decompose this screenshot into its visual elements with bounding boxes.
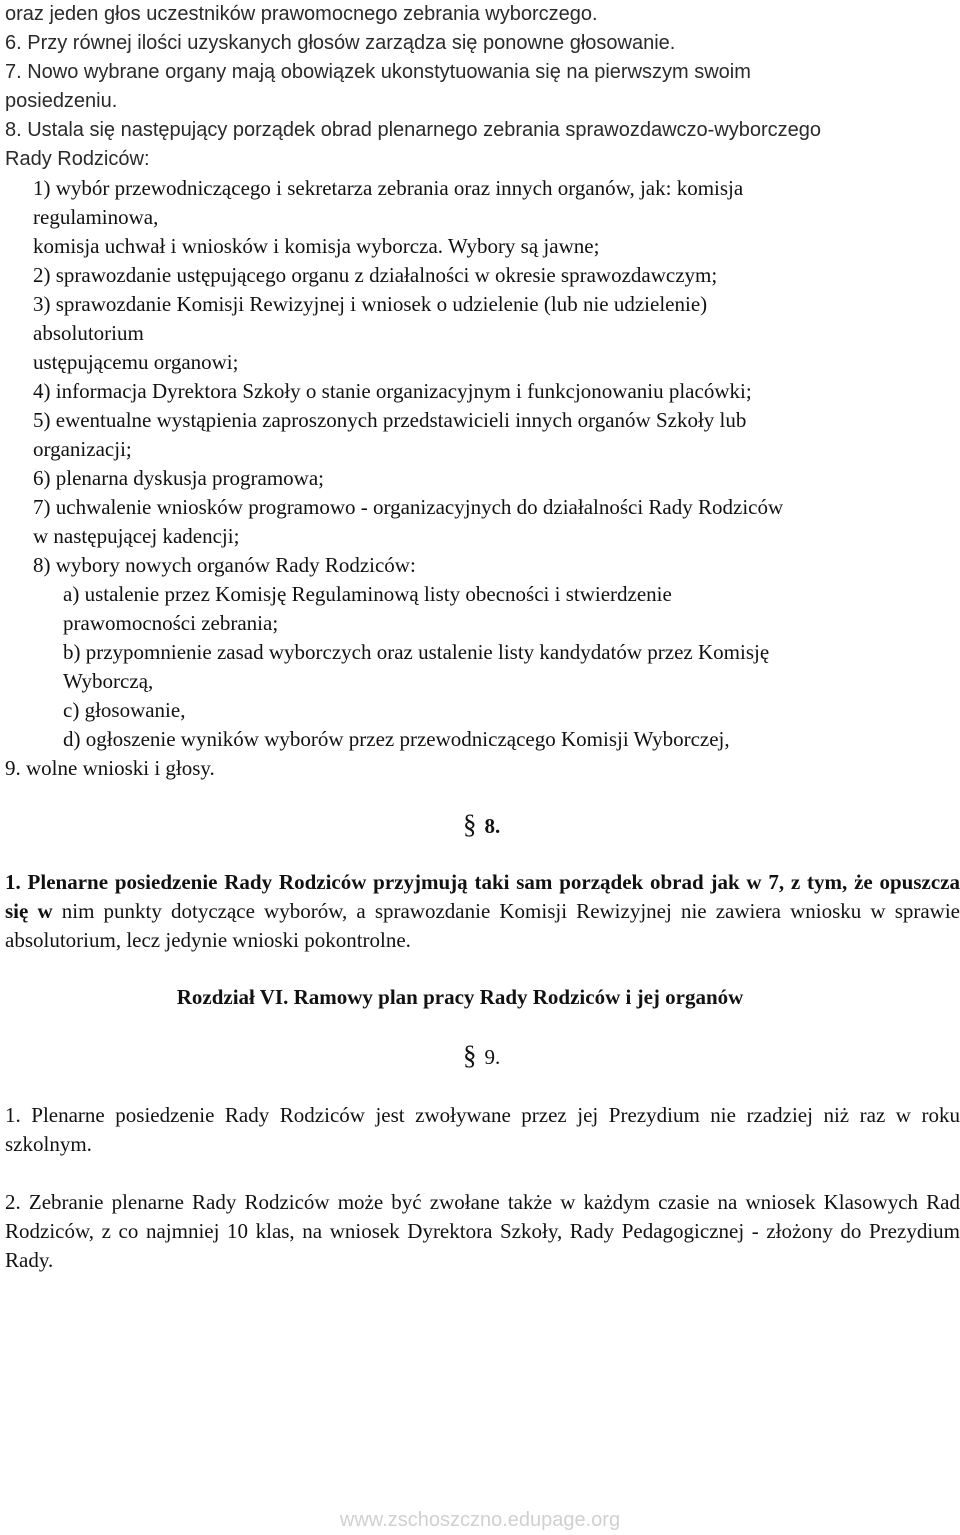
section-9-paragraph-2: 2. Zebranie plenarne Rady Rodziców może być zwołane także w każdym czasie na wniosek Klasowych Rad Rodziców, z co najmniej 10 klas, na wniosek Dyrektora Szkoły, Rady Pedagogicznej - złożony do Prezydium Rady. <box>5 1190 960 1272</box>
agenda-item: 7) uchwalenie wniosków programowo - organizacyjnych do działalności Rady Rodziców <box>33 495 784 519</box>
section-9-heading <box>463 1041 500 1072</box>
agenda-subitem: Wyborczą, <box>63 669 154 693</box>
section-8-paragraph-bold: 1. Plenarne posiedzenie Rady Rodziców przyjmują taki sam porządek obrad jak w 7, z tym, że opuszcza się w <box>5 870 960 923</box>
intro-line: oraz jeden głos uczestników prawomocnego zebrania wyborczego. <box>5 3 598 25</box>
agenda-item: ustępującemu organowi; <box>33 350 239 374</box>
agenda-item: 2) sprawozdanie ustępującego organu z działalności w okresie sprawozdawczym; <box>33 263 718 287</box>
agenda-subitem: b) przypomnienie zasad wyborczych oraz ustalenie listy kandydatów przez Komisję <box>63 640 770 664</box>
footer-url: www.zschoszczno.edupage.org <box>339 1509 621 1531</box>
section-8-paragraph-rest: nim punkty dotyczące wyborów, a sprawozdanie Komisji Rewizyjnej nie zawiera wniosku w sprawie absolutorium, lecz jedynie wnioski pokontrolne. <box>5 899 960 952</box>
agenda-item-last: 9. wolne wnioski i głosy. <box>5 756 215 780</box>
agenda-item: absolutorium <box>33 321 144 345</box>
agenda-item: organizacji; <box>33 437 132 461</box>
agenda-item: regulaminowa, <box>33 205 159 229</box>
agenda-item: 8) wybory nowych organów Rady Rodziców: <box>33 553 416 577</box>
section-symbol: § <box>463 809 477 839</box>
intro-line: posiedzeniu. <box>5 90 118 112</box>
intro-line: 7. Nowo wybrane organy mają obowiązek ukonstytuowania się na pierwszym swoim <box>5 61 751 83</box>
section-8-paragraph <box>5 868 960 955</box>
agenda-subitem: a) ustalenie przez Komisję Regulaminową listy obecności i stwierdzenie <box>63 582 672 606</box>
agenda-item: 1) wybór przewodniczącego i sekretarza zebrania oraz innych organów, jak: komisja <box>33 176 744 200</box>
section-9-paragraph-1: 1. Plenarne posiedzenie Rady Rodziców jest zwoływane przez jej Prezydium nie rzadziej niż raz w roku szkolnym. <box>5 1103 960 1156</box>
section-symbol: § <box>463 1040 477 1070</box>
section-number: 8. <box>484 814 501 838</box>
point8-heading: 8. Ustala się następujący porządek obrad plenarnego zebrania sprawozdawczo-wyborczego <box>5 119 822 141</box>
agenda-item: 6) plenarna dyskusja programowa; <box>33 466 324 490</box>
agenda-subitem: prawomocności zebrania; <box>63 611 279 635</box>
agenda-item: komisja uchwał i wniosków i komisja wyborcza. Wybory są jawne; <box>33 234 600 258</box>
agenda-item: 3) sprawozdanie Komisji Rewizyjnej i wniosek o udzielenie (lub nie udzielenie) <box>33 292 708 316</box>
agenda-item: 4) informacja Dyrektora Szkoły o stanie organizacyjnym i funkcjonowaniu placówki; <box>33 379 752 403</box>
agenda-subitem: c) głosowanie, <box>63 698 186 722</box>
section-number: 9. <box>484 1045 501 1069</box>
intro-line: 6. Przy równej ilości uzyskanych głosów zarządza się ponowne głosowanie. <box>5 32 676 54</box>
point8-heading-cont: Rady Rodziców: <box>5 148 150 170</box>
agenda-subitem: d) ogłoszenie wyników wyborów przez przewodniczącego Komisji Wyborczej, <box>63 727 730 751</box>
agenda-item: w następującej kadencji; <box>33 524 240 548</box>
chapter-title: Rozdział VI. Ramowy plan pracy Rady Rodziców i jej organów <box>176 985 744 1009</box>
agenda-item: 5) ewentualne wystąpienia zaproszonych przedstawicieli innych organów Szkoły lub <box>33 408 747 432</box>
section-8-heading <box>463 810 500 841</box>
